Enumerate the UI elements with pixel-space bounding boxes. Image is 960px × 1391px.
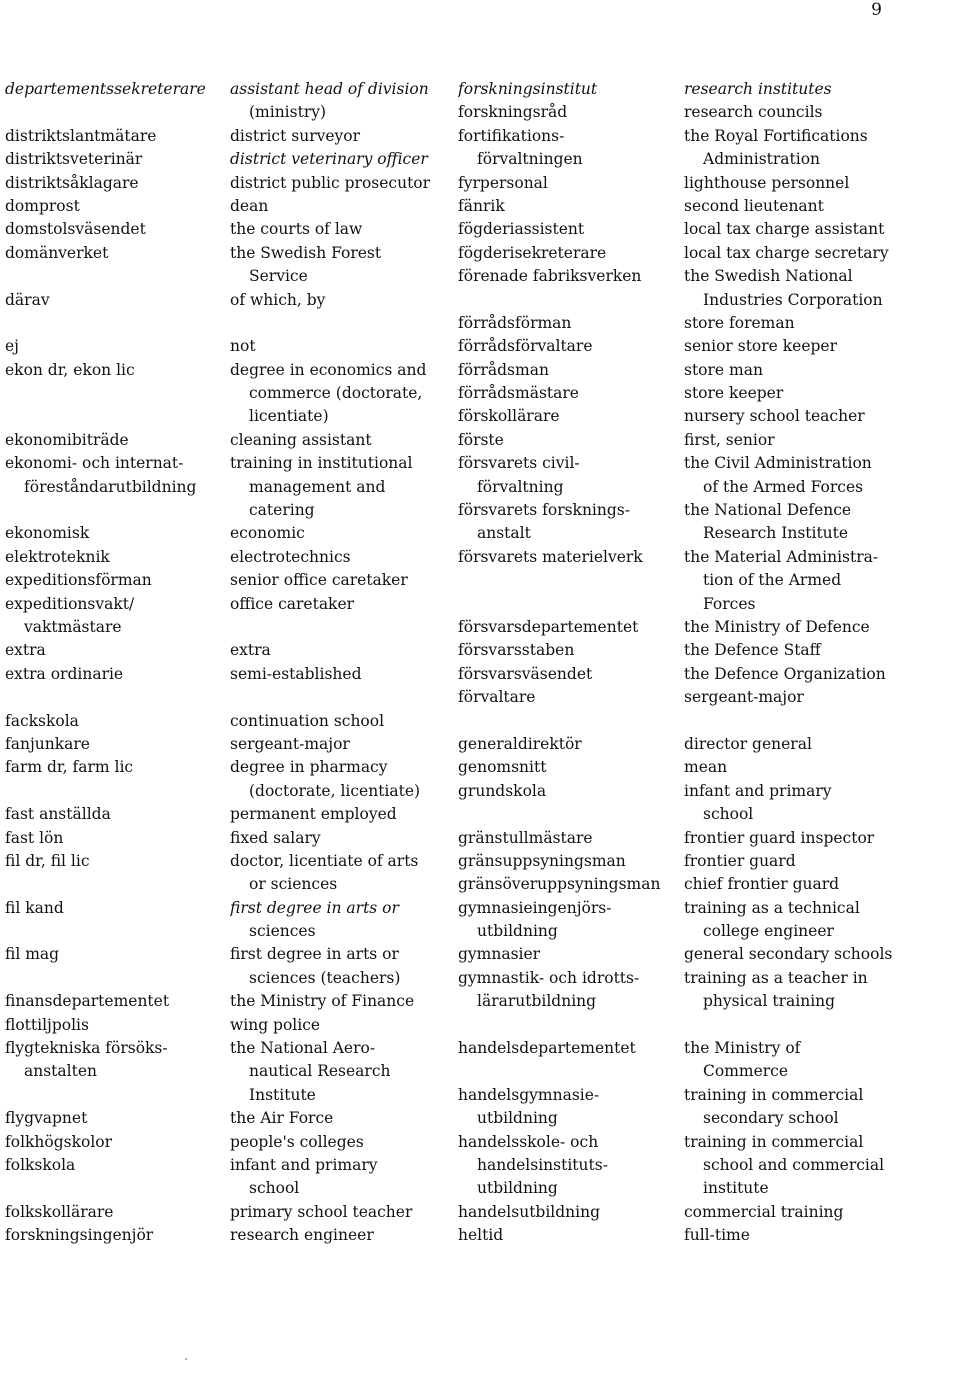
swedish-term: försvarets civil- [458, 454, 580, 473]
swedish-term: fögderisekreterare [458, 243, 607, 262]
swedish-term: handelsskole- och [458, 1132, 599, 1151]
english-translation: electrotechnics [230, 547, 351, 566]
page-number: 9 [871, 0, 882, 20]
english-translation: college engineer [703, 922, 834, 941]
swedish-term: heltid [458, 1226, 504, 1245]
english-translation: senior office caretaker [230, 571, 408, 590]
swedish-term: grundskola [458, 781, 547, 800]
swedish-term: folkhögskolor [5, 1132, 113, 1151]
english-translation: Forces [703, 594, 756, 613]
english-translation: the courts of law [230, 220, 363, 239]
english-translation: lighthouse personnel [684, 173, 850, 192]
blank-line [5, 1084, 220, 1107]
english-translation: mean [684, 758, 728, 777]
blank-line [458, 569, 680, 592]
swedish-term: flygvapnet [5, 1109, 88, 1128]
english-translation: commerce (doctorate, [249, 384, 423, 403]
english-translation: research institutes [684, 80, 832, 98]
swedish-term: därav [5, 290, 50, 309]
swedish-term: generaldirektör [458, 734, 582, 753]
stray-mark [185, 1358, 187, 1360]
blank-line [230, 312, 455, 335]
swedish-term: elektroteknik [5, 547, 110, 566]
english-translation: training in commercial [684, 1132, 864, 1151]
blank-line [230, 616, 455, 639]
english-translation: the Swedish National [684, 267, 853, 286]
english-translation: director general [684, 734, 812, 753]
swedish-term: förrådsman [458, 360, 549, 379]
english-translation: store keeper [684, 384, 784, 403]
english-translation: the Ministry of [684, 1039, 801, 1058]
swedish-term: fil kand [5, 898, 64, 917]
swedish-term: fanjunkare [5, 734, 90, 753]
english-translation: training as a technical [684, 898, 860, 917]
english-translation: the Material Administra- [684, 547, 879, 566]
swedish-term: folkskollärare [5, 1202, 114, 1221]
english-translation: dean [230, 196, 269, 215]
english-translation: the National Defence [684, 501, 852, 520]
english-translation: permanent employed [230, 805, 397, 824]
english-translation: Industries Corporation [703, 290, 883, 309]
english-translation: or sciences [249, 875, 338, 894]
swedish-term: anstalten [24, 1062, 97, 1081]
english-translation: nautical Research [249, 1062, 391, 1081]
english-translation: frontier guard [684, 851, 796, 870]
swedish-term: handelsgymnasie- [458, 1085, 600, 1104]
english-translation: sergeant-major [684, 688, 804, 707]
swedish-term: fackskola [5, 711, 79, 730]
english-translation: school and commercial [703, 1155, 885, 1174]
swedish-term: distriktsåklagare [5, 173, 139, 192]
english-translation: secondary school [703, 1109, 839, 1128]
english-translation: Institute [249, 1085, 316, 1104]
english-translation: Administration [703, 150, 821, 169]
swedish-term: farm dr, farm lic [5, 758, 134, 777]
blank-line [5, 780, 220, 803]
english-translation: doctor, licentiate of arts [230, 851, 419, 870]
swedish-term: ekonomibiträde [5, 430, 129, 449]
swedish-term: fögderiassistent [458, 220, 585, 239]
english-translation: of the Armed Forces [703, 477, 864, 496]
english-translation: the Royal Fortifications [684, 126, 868, 145]
english-translation: sciences (teachers) [249, 968, 401, 987]
swedish-term: försvarsväsendet [458, 664, 593, 683]
swedish-term: extra [5, 641, 46, 660]
swedish-term: gymnasier [458, 945, 541, 964]
blank-line [5, 101, 220, 124]
english-translation: the Defence Organization [684, 664, 886, 683]
english-translation: Research Institute [703, 524, 849, 543]
english-translation: continuation school [230, 711, 385, 730]
swedish-term: distriktslantmätare [5, 126, 157, 145]
english-translation: degree in economics and [230, 360, 427, 379]
english-translation: commercial training [684, 1202, 844, 1221]
swedish-term: genomsnitt [458, 758, 547, 777]
english-translation: (ministry) [249, 103, 327, 122]
english-translation: school [249, 1179, 300, 1198]
swedish-term: föreståndarutbildning [24, 477, 197, 496]
english-translation: semi-established [230, 664, 362, 683]
swedish-term: fänrik [458, 196, 505, 215]
swedish-term: departementssekreterare [5, 80, 206, 98]
english-translation: first degree in arts or [230, 945, 399, 964]
swedish-term: förrådsmästare [458, 384, 579, 403]
swedish-term: extra ordinarie [5, 664, 124, 683]
english-translation: training in institutional [230, 454, 413, 473]
english-translation: sergeant-major [230, 734, 350, 753]
swedish-term: förenade fabriksverken [458, 267, 642, 286]
swedish-term: expeditionsförman [5, 571, 152, 590]
blank-line [5, 312, 220, 335]
blank-line [5, 920, 220, 943]
english-translation: the National Aero- [230, 1039, 376, 1058]
swedish-term: vaktmästare [24, 617, 122, 636]
english-translation: degree in pharmacy [230, 758, 388, 777]
english-translation: first degree in arts or [230, 898, 399, 917]
blank-line [684, 1014, 954, 1037]
swedish-term: handelsutbildning [458, 1202, 601, 1221]
english-translation: district veterinary officer [230, 150, 428, 169]
blank-line [458, 710, 680, 733]
blank-line [5, 405, 220, 428]
blank-line [5, 1177, 220, 1200]
english-translation: local tax charge secretary [684, 243, 889, 262]
english-translation: (doctorate, licentiate) [249, 781, 421, 800]
english-translation: local tax charge assistant [684, 220, 885, 239]
swedish-term: förste [458, 430, 504, 449]
swedish-term: anstalt [477, 524, 531, 543]
swedish-term: gymnasieingenjörs- [458, 898, 612, 917]
swedish-term: handelsinstituts- [477, 1155, 608, 1174]
english-translation: wing police [230, 1015, 321, 1034]
english-translation: tion of the Armed [703, 571, 842, 590]
english-translation: second lieutenant [684, 196, 824, 215]
swedish-term: försvarets materielverk [458, 547, 643, 566]
swedish-terms-column-2 [458, 78, 680, 1248]
swedish-term: fast lön [5, 828, 64, 847]
swedish-term: gränstullmästare [458, 828, 593, 847]
swedish-term: fil mag [5, 945, 60, 964]
blank-line [5, 967, 220, 990]
swedish-term: försvarets forsknings- [458, 501, 630, 520]
swedish-term: forskningsråd [458, 103, 568, 122]
english-translation: catering [249, 501, 315, 520]
english-translation: training in commercial [684, 1085, 864, 1104]
english-translation: frontier guard inspector [684, 828, 875, 847]
english-translation: nursery school teacher [684, 407, 865, 426]
english-translation: fixed salary [230, 828, 321, 847]
english-translation: store man [684, 360, 763, 379]
english-translation: the Swedish Forest [230, 243, 382, 262]
english-translation: research engineer [230, 1226, 374, 1245]
swedish-term: fortifikations- [458, 126, 565, 145]
english-translation: not [230, 337, 256, 356]
english-translation: Commerce [703, 1062, 789, 1081]
english-translation: physical training [703, 992, 836, 1011]
swedish-term: lärarutbildning [477, 992, 597, 1011]
swedish-term: ej [5, 337, 19, 356]
blank-line [458, 593, 680, 616]
english-translations-column-1 [230, 78, 455, 1248]
english-translation: infant and primary [230, 1155, 378, 1174]
swedish-term: försvarsdepartementet [458, 617, 639, 636]
swedish-term: utbildning [477, 1109, 558, 1128]
swedish-term: utbildning [477, 1179, 558, 1198]
swedish-term: handelsdepartementet [458, 1039, 636, 1058]
swedish-term: förvaltning [477, 477, 564, 496]
swedish-term: finansdepartementet [5, 992, 170, 1011]
english-translation: licentiate) [249, 407, 329, 426]
swedish-term: ekon dr, ekon lic [5, 360, 135, 379]
english-translation: primary school teacher [230, 1202, 413, 1221]
english-translation: of which, by [230, 290, 326, 309]
english-translation: full-time [684, 1226, 750, 1245]
english-translation: store foreman [684, 313, 795, 332]
english-translation: management and [249, 477, 386, 496]
swedish-term: expeditionsvakt/ [5, 594, 135, 613]
swedish-term: domprost [5, 196, 80, 215]
english-translation: institute [703, 1179, 769, 1198]
swedish-term: folkskola [5, 1155, 76, 1174]
english-translation: school [703, 805, 754, 824]
swedish-term: forskningsingenjör [5, 1226, 154, 1245]
blank-line [5, 499, 220, 522]
swedish-term: distriktsveterinär [5, 150, 143, 169]
swedish-term: försvarsstaben [458, 641, 575, 660]
english-translation: infant and primary [684, 781, 832, 800]
english-translation: the Civil Administration [684, 454, 872, 473]
english-translation: people's colleges [230, 1132, 364, 1151]
blank-line [5, 686, 220, 709]
swedish-term: forskningsinstitut [458, 80, 598, 98]
english-translation: the Defence Staff [684, 641, 821, 660]
english-translation: district public prosecutor [230, 173, 431, 192]
english-translation: assistant head of division [230, 80, 429, 98]
swedish-terms-column-1 [5, 78, 220, 1248]
swedish-term: domstolsväsendet [5, 220, 146, 239]
english-translation: office caretaker [230, 594, 355, 613]
blank-line [458, 289, 680, 312]
swedish-term: gränsöveruppsyningsman [458, 875, 661, 894]
english-translation: first, senior [684, 430, 775, 449]
english-translation: general secondary schools [684, 945, 893, 964]
blank-line [458, 1014, 680, 1037]
swedish-term: förvaltningen [477, 150, 583, 169]
blank-line [5, 382, 220, 405]
swedish-term: fil dr, fil lic [5, 851, 90, 870]
swedish-term: förrådsförvaltare [458, 337, 593, 356]
english-translation: extra [230, 641, 271, 660]
swedish-term: ekonomi- och internat- [5, 454, 184, 473]
blank-line [230, 686, 455, 709]
english-translation: research councils [684, 103, 823, 122]
blank-line [684, 710, 954, 733]
swedish-term: ekonomisk [5, 524, 90, 543]
english-translation: sciences [249, 922, 316, 941]
blank-line [458, 1060, 680, 1083]
blank-line [458, 803, 680, 826]
swedish-term: förrådsförman [458, 313, 572, 332]
swedish-term: utbildning [477, 922, 558, 941]
swedish-term: domänverket [5, 243, 109, 262]
english-translation: Service [249, 267, 308, 286]
swedish-term: fyrpersonal [458, 173, 548, 192]
english-translations-column-2 [684, 78, 954, 1248]
blank-line [5, 265, 220, 288]
swedish-term: förvaltare [458, 688, 536, 707]
swedish-term: förskollärare [458, 407, 560, 426]
english-translation: cleaning assistant [230, 430, 372, 449]
english-translation: senior store keeper [684, 337, 838, 356]
swedish-term: flottiljpolis [5, 1015, 89, 1034]
swedish-term: fast anställda [5, 805, 111, 824]
english-translation: chief frontier guard [684, 875, 840, 894]
english-translation: economic [230, 524, 305, 543]
swedish-term: gymnastik- och idrotts- [458, 968, 640, 987]
english-translation: the Ministry of Defence [684, 617, 870, 636]
swedish-term: gränsuppsyningsman [458, 851, 626, 870]
english-translation: the Air Force [230, 1109, 334, 1128]
english-translation: district surveyor [230, 126, 361, 145]
swedish-term: flygtekniska försöks- [5, 1039, 168, 1058]
english-translation: training as a teacher in [684, 968, 868, 987]
english-translation: the Ministry of Finance [230, 992, 415, 1011]
blank-line [5, 873, 220, 896]
